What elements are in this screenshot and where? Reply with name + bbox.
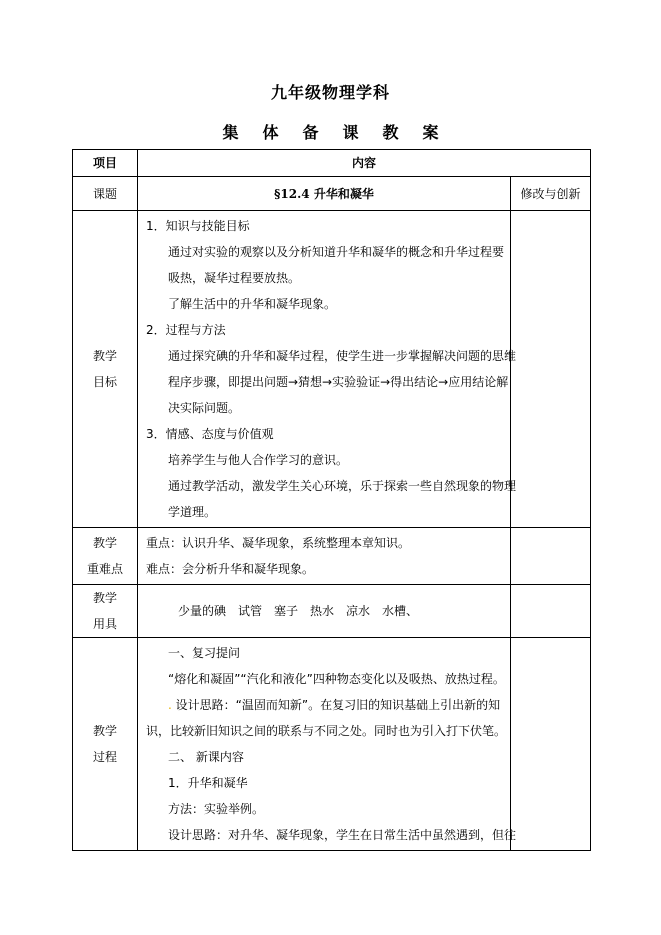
- subtitle-char: 案: [422, 123, 439, 142]
- process-line: 二、 新课内容: [168, 750, 244, 764]
- goal-line: 决实际问题。: [168, 401, 241, 415]
- topic-row: [73, 177, 591, 211]
- subtitle-char: 体: [262, 123, 279, 142]
- keypoint-line: 难点：会分析升华和凝华现象。: [146, 562, 315, 576]
- process-label: 教学 过程: [73, 638, 138, 851]
- goal-line: 通过探究碘的升华和凝华过程，使学生进一步掌握解决问题的思维: [168, 349, 517, 363]
- subtitle-char: 备: [302, 123, 319, 142]
- goal-line: 吸热，凝华过程要放热。: [168, 271, 301, 285]
- goal-line: 了解生活中的升华和凝华现象。: [168, 297, 337, 311]
- topic-value: §12.4 升华和凝华: [138, 177, 511, 211]
- revision-column-header: 修改与创新: [511, 177, 591, 211]
- process-line: 方法：实验举例。: [168, 802, 265, 816]
- tools-row: [73, 585, 591, 638]
- keypoints-label: 教学 重难点: [73, 528, 138, 585]
- goal-line: 通过教学活动，激发学生关心环境，乐于探索一些自然现象的物理: [168, 479, 517, 493]
- process-line: 一、复习提问: [168, 646, 241, 660]
- subtitle-char: 课: [342, 123, 359, 142]
- keypoints-revision-cell: [511, 528, 591, 585]
- process-line: 1．升华和凝华: [168, 776, 248, 790]
- goal-line: 2．过程与方法: [146, 323, 226, 337]
- goal-line: 培养学生与他人合作学习的意识。: [168, 453, 349, 467]
- goal-line: 通过对实验的观察以及分析知道升华和凝华的概念和升华过程要: [168, 245, 505, 259]
- process-line: 识，比较新旧知识之间的联系与不同之处。同时也为引入打下伏笔。: [146, 724, 507, 738]
- process-line: “熔化和凝固”“汽化和液化”四种物态变化以及吸热、放热过程。: [168, 672, 505, 686]
- page-title: 九年级物理学科: [270, 83, 390, 102]
- goal-line: 程序步骤，即提出问题→猜想→实验验证→得出结论→应用结论解: [168, 375, 509, 389]
- goal-line: 3．情感、态度与价值观: [146, 427, 274, 441]
- page-subtitle: [0, 120, 661, 143]
- tools-label: 教学 用具: [73, 585, 138, 638]
- subtitle-char: 教: [382, 123, 399, 142]
- keypoints-row: [73, 528, 591, 585]
- process-line: . 设计思路：“温固而知新”。在复习旧的知识基础上引出新的知: [168, 698, 501, 712]
- table-header-row: [73, 150, 591, 177]
- tools-content: 少量的碘 试管 塞子 热水 凉水 水槽、: [138, 585, 511, 638]
- goal-line: 学道理。: [168, 505, 217, 519]
- tools-revision-cell: [511, 585, 591, 638]
- lesson-plan-table: [72, 149, 591, 851]
- keypoints-content: [138, 528, 511, 585]
- goals-content: [138, 211, 517, 528]
- subtitle-char: 集: [222, 123, 239, 142]
- goals-revision-cell: [511, 211, 591, 528]
- goal-line: 1．知识与技能目标: [146, 219, 250, 233]
- process-row: [73, 638, 591, 851]
- goals-label: 教学 目标: [73, 211, 138, 528]
- goals-row: [73, 211, 591, 528]
- keypoint-line: 重点：认识升华、凝华现象，系统整理本章知识。: [146, 536, 411, 550]
- topic-label: 课题: [73, 177, 138, 211]
- header-item: 项目: [73, 150, 138, 177]
- process-revision-cell: [511, 638, 591, 851]
- process-content: [138, 638, 517, 851]
- process-line: 设计思路：对升华、凝华现象，学生在日常生活中虽然遇到，但往: [168, 828, 517, 842]
- header-content: 内容: [138, 150, 591, 177]
- highlight-mark: .: [168, 698, 172, 712]
